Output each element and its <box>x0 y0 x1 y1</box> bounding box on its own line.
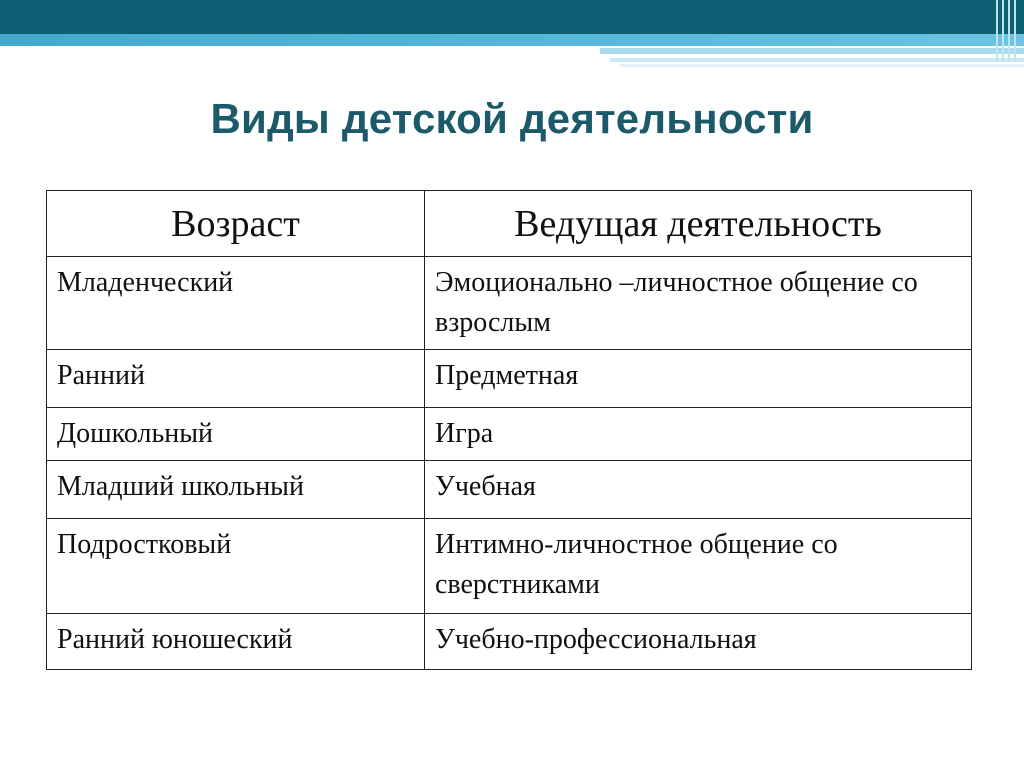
age-cell: Дошкольный <box>47 408 425 461</box>
table-row <box>47 461 972 519</box>
top-banner-accent <box>600 48 1024 54</box>
table-row <box>47 350 972 408</box>
activity-cell: Учебная <box>425 461 972 519</box>
activity-cell: Интимно-личностное общение со сверстниками <box>425 519 972 614</box>
activity-cell: Эмоционально –личностное общение со взрослым <box>425 257 972 350</box>
banner-stripe <box>996 0 998 62</box>
age-cell: Ранний <box>47 350 425 408</box>
table-row <box>47 614 972 670</box>
banner-stripe <box>1008 0 1010 62</box>
activity-table <box>46 190 972 670</box>
top-banner-accent <box>610 58 1024 62</box>
header-age: Возраст <box>47 191 425 257</box>
activity-cell: Игра <box>425 408 972 461</box>
banner-stripe <box>1014 0 1016 62</box>
activity-cell: Учебно-профессиональная <box>425 614 972 670</box>
banner-stripe <box>1002 0 1004 62</box>
table-row <box>47 519 972 614</box>
activity-cell: Предметная <box>425 350 972 408</box>
age-cell: Младенческий <box>47 257 425 350</box>
slide-title: Виды детской деятельности <box>210 95 814 142</box>
header-leading-activity: Ведущая деятельность <box>425 191 972 257</box>
top-banner-accent <box>620 64 1024 67</box>
table-row <box>47 408 972 461</box>
table-header-row <box>47 191 972 257</box>
age-cell: Ранний юношеский <box>47 614 425 670</box>
top-banner-light <box>0 34 1024 46</box>
table-row <box>47 257 972 350</box>
age-cell: Подростковый <box>47 519 425 614</box>
top-banner-dark <box>0 0 1024 34</box>
age-cell: Младший школьный <box>47 461 425 519</box>
